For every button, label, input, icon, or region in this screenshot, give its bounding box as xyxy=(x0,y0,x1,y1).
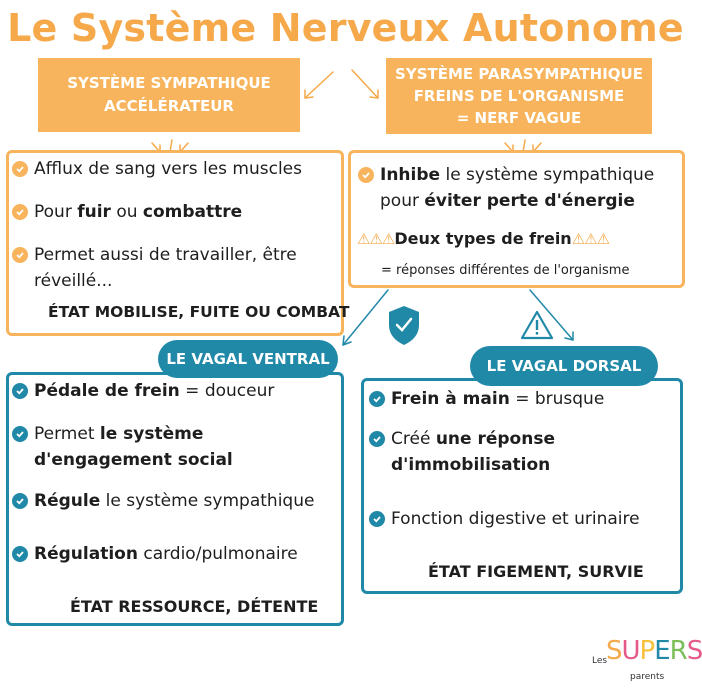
les-supers-parents-logo: Les SUPERS parents xyxy=(592,636,702,682)
parasympathique-header xyxy=(386,58,652,134)
arrow-to-ventral xyxy=(343,290,388,345)
ventral-label: LE VAGAL VENTRAL xyxy=(158,340,338,378)
sympathique-item-fight-flight: Pour fuir ou combattre xyxy=(12,199,332,225)
arrow-to-parasympathique xyxy=(352,70,378,98)
warning-icon xyxy=(522,312,552,338)
parasympathique-item-inhibe: Inhibe le système sympathique pour éviter perte d'énergie xyxy=(358,162,680,214)
warning-icons-left: ⚠⚠⚠ xyxy=(357,230,395,248)
parasympathique-header-line1: SYSTÈME PARASYMPATHIQUE xyxy=(395,65,643,83)
ventral-item-pedale: Pédale de frein = douceur xyxy=(12,378,338,404)
warning-icons-right: ⚠⚠⚠ xyxy=(571,230,610,248)
check-icon xyxy=(12,161,28,177)
dorsal-item-frein-main: Frein à main = brusque xyxy=(369,386,675,412)
check-icon xyxy=(12,383,28,399)
sympathique-item-blood-flow: Afflux de sang vers les muscles xyxy=(12,156,332,182)
arrow-to-sympathique xyxy=(305,72,333,98)
shield-icon xyxy=(389,306,419,345)
sympathique-header xyxy=(38,58,300,132)
check-icon xyxy=(369,391,385,407)
sympathique-header-line1: SYSTÈME SYMPATHIQUE xyxy=(67,74,271,92)
check-icon xyxy=(358,167,374,183)
sympathique-state: ÉTAT MOBILISE, FUITE OU COMBAT xyxy=(48,303,350,321)
dorsal-item-digestive: Fonction digestive et urinaire xyxy=(369,506,675,532)
dorsal-item-immobilisation: Créé une réponse d'immobilisation xyxy=(369,426,579,478)
parasympathique-header-line2: FREINS DE L'ORGANISME xyxy=(413,87,625,105)
dorsal-state: ÉTAT FIGEMENT, SURVIE xyxy=(428,562,644,581)
ventral-item-regulation: Régulation cardio/pulmonaire xyxy=(12,541,338,567)
frein-subtitle: = réponses différentes de l'organisme xyxy=(381,263,630,278)
check-icon xyxy=(12,204,28,220)
ventral-item-engagement: Permet le système d'engagement social xyxy=(12,421,252,473)
dorsal-label: LE VAGAL DORSAL xyxy=(470,346,658,386)
check-icon xyxy=(12,247,28,263)
check-icon xyxy=(12,546,28,562)
sympathique-item-work: Permet aussi de travailler, être réveillé... xyxy=(12,242,312,294)
check-icon xyxy=(12,493,28,509)
ventral-state: ÉTAT RESSOURCE, DÉTENTE xyxy=(70,597,319,616)
check-icon xyxy=(12,426,28,442)
parasympathique-header-line3: = NERF VAGUE xyxy=(456,109,582,127)
check-icon xyxy=(369,431,385,447)
check-icon xyxy=(369,511,385,527)
page-title: Le Système Nerveux Autonome xyxy=(7,6,684,50)
sympathique-header-line2: ACCÉLÉRATEUR xyxy=(104,97,234,115)
frein-types: ⚠⚠⚠Deux types de frein⚠⚠⚠ xyxy=(357,229,610,248)
ventral-item-regule: Régule le système sympathique xyxy=(12,488,338,514)
